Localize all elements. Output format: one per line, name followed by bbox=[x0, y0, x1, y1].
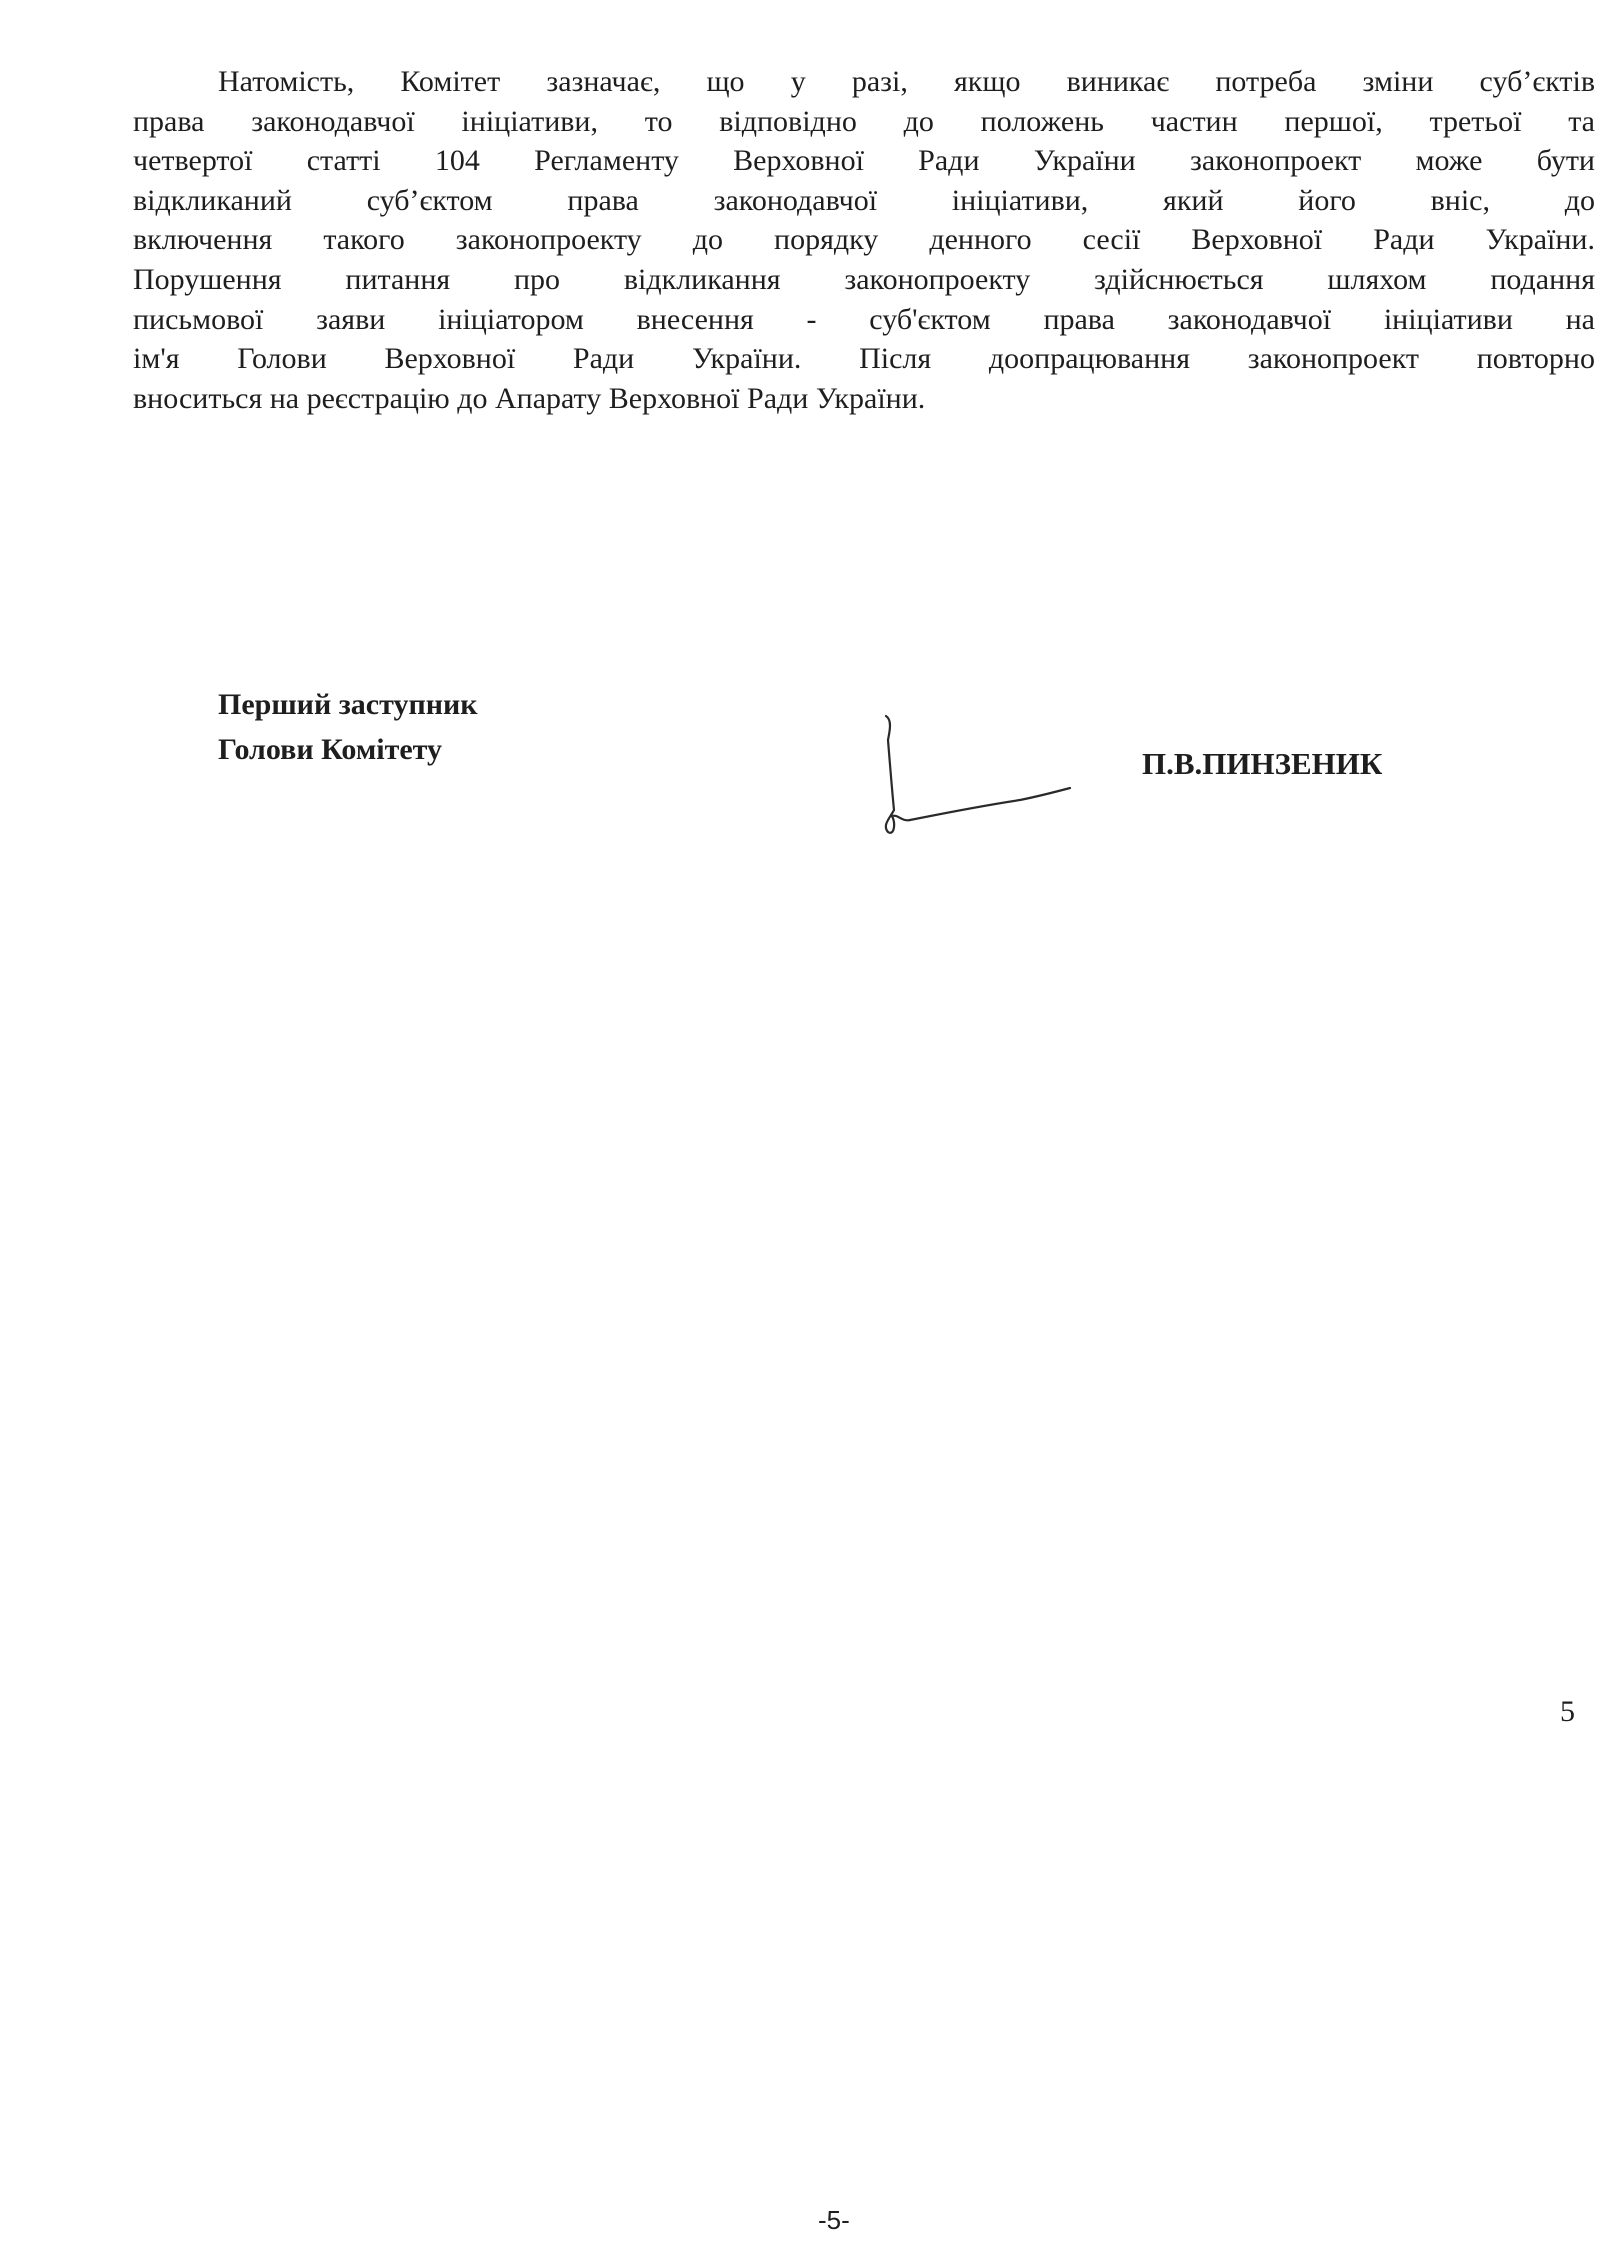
signatory-name: П.В.ПИНЗЕНИК bbox=[1142, 746, 1383, 781]
page-number: 5 bbox=[1560, 1695, 1575, 1728]
signatory-title-line1: Перший заступник bbox=[218, 688, 478, 721]
page-footer-number: -5- bbox=[818, 2205, 850, 2235]
paragraph-line: вноситься на реєстрацію до Апарату Верховної Ради України. bbox=[133, 381, 926, 415]
signatory-title-line2: Голови Комітету bbox=[218, 733, 442, 766]
handwritten-signature bbox=[870, 710, 1080, 840]
paragraph-line: права законодавчої ініціативи, то відповідно до положень частин першої, третьої та bbox=[133, 104, 1595, 138]
paragraph-line: ім'я Голови Верховної Ради України. Після доопрацювання законопроект повторно bbox=[133, 342, 1595, 376]
body-paragraph bbox=[133, 62, 1595, 418]
paragraph-line: Натомість, Комітет зазначає, що у разі, якщо виникає потреба зміни суб’єктів bbox=[218, 65, 1595, 98]
paragraph-line: Порушення питання про відкликання законопроекту здійснюється шляхом подання bbox=[133, 262, 1595, 296]
paragraph-line: відкликаний суб’єктом права законодавчої ініціативи, який його вніс, до bbox=[133, 183, 1595, 217]
paragraph-line: включення такого законопроекту до порядку денного сесії Верховної Ради України. bbox=[133, 223, 1595, 257]
paragraph-line: четвертої статті 104 Регламенту Верховної Ради України законопроект може бути bbox=[133, 144, 1595, 178]
paragraph-line: письмової заяви ініціатором внесення - суб'єктом права законодавчої ініціативи на bbox=[133, 302, 1595, 336]
